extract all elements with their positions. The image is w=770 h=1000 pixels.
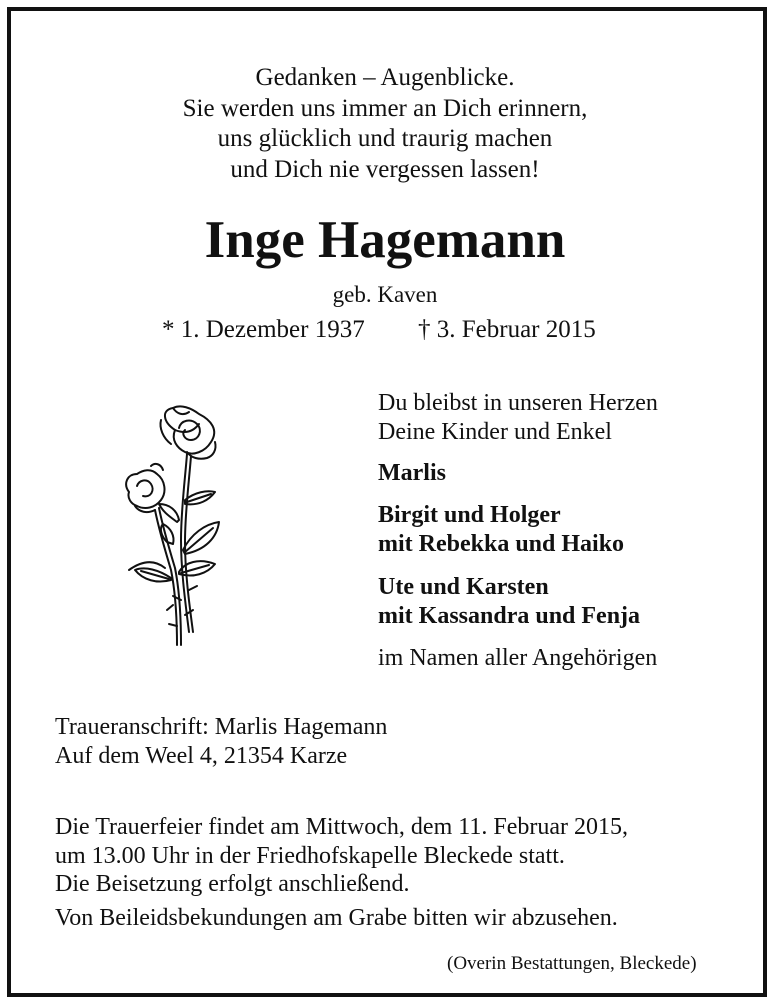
mourners-intro: Deine Kinder und Enkel [378,419,612,445]
memorial-poem [0,63,770,185]
mourning-address: Traueranschrift: Marlis Hagemann [55,714,388,740]
family-name: mit Kassandra und Fenja [378,603,641,629]
death-date: † 3. Februar 2015 [418,316,596,343]
family-name: mit Rebekka und Haiko [378,531,625,557]
condolence-note: Von Beileidsbekundungen am Grabe bitten wir abzusehen. [55,905,618,931]
funeral-info: um 13.00 Uhr in der Friedhofskapelle Bleckede statt. [55,843,565,869]
mourners-intro: Du bleibst in unseren Herzen [378,390,658,416]
poem-line: Gedanken – Augenblicke. [255,64,515,91]
undertaker-credit: (Overin Bestattungen, Bleckede) [447,953,697,974]
family-name: Ute und Karsten [378,574,549,600]
funeral-info: Die Beisetzung erfolgt anschließend. [55,871,410,897]
mourning-address: Auf dem Weel 4, 21354 Karze [55,743,348,769]
poem-line: und Dich nie vergessen lassen! [230,155,540,183]
rose-icon [115,400,235,655]
birth-date: * 1. Dezember 1937 [162,316,365,343]
poem-line: uns glücklich und traurig machen [217,125,553,152]
funeral-info: Die Trauerfeier findet am Mittwoch, dem 11. Februar 2015, [55,814,628,840]
deceased-name: Inge Hagemann [204,211,566,269]
family-name: Birgit und Holger [378,502,561,528]
mourners-closing: im Namen aller Angehörigen [378,645,658,671]
maiden-name: geb. Kaven [332,282,438,307]
poem-line: Sie werden uns immer an Dich erinnern, [182,94,588,122]
family-name: Marlis [378,460,446,486]
